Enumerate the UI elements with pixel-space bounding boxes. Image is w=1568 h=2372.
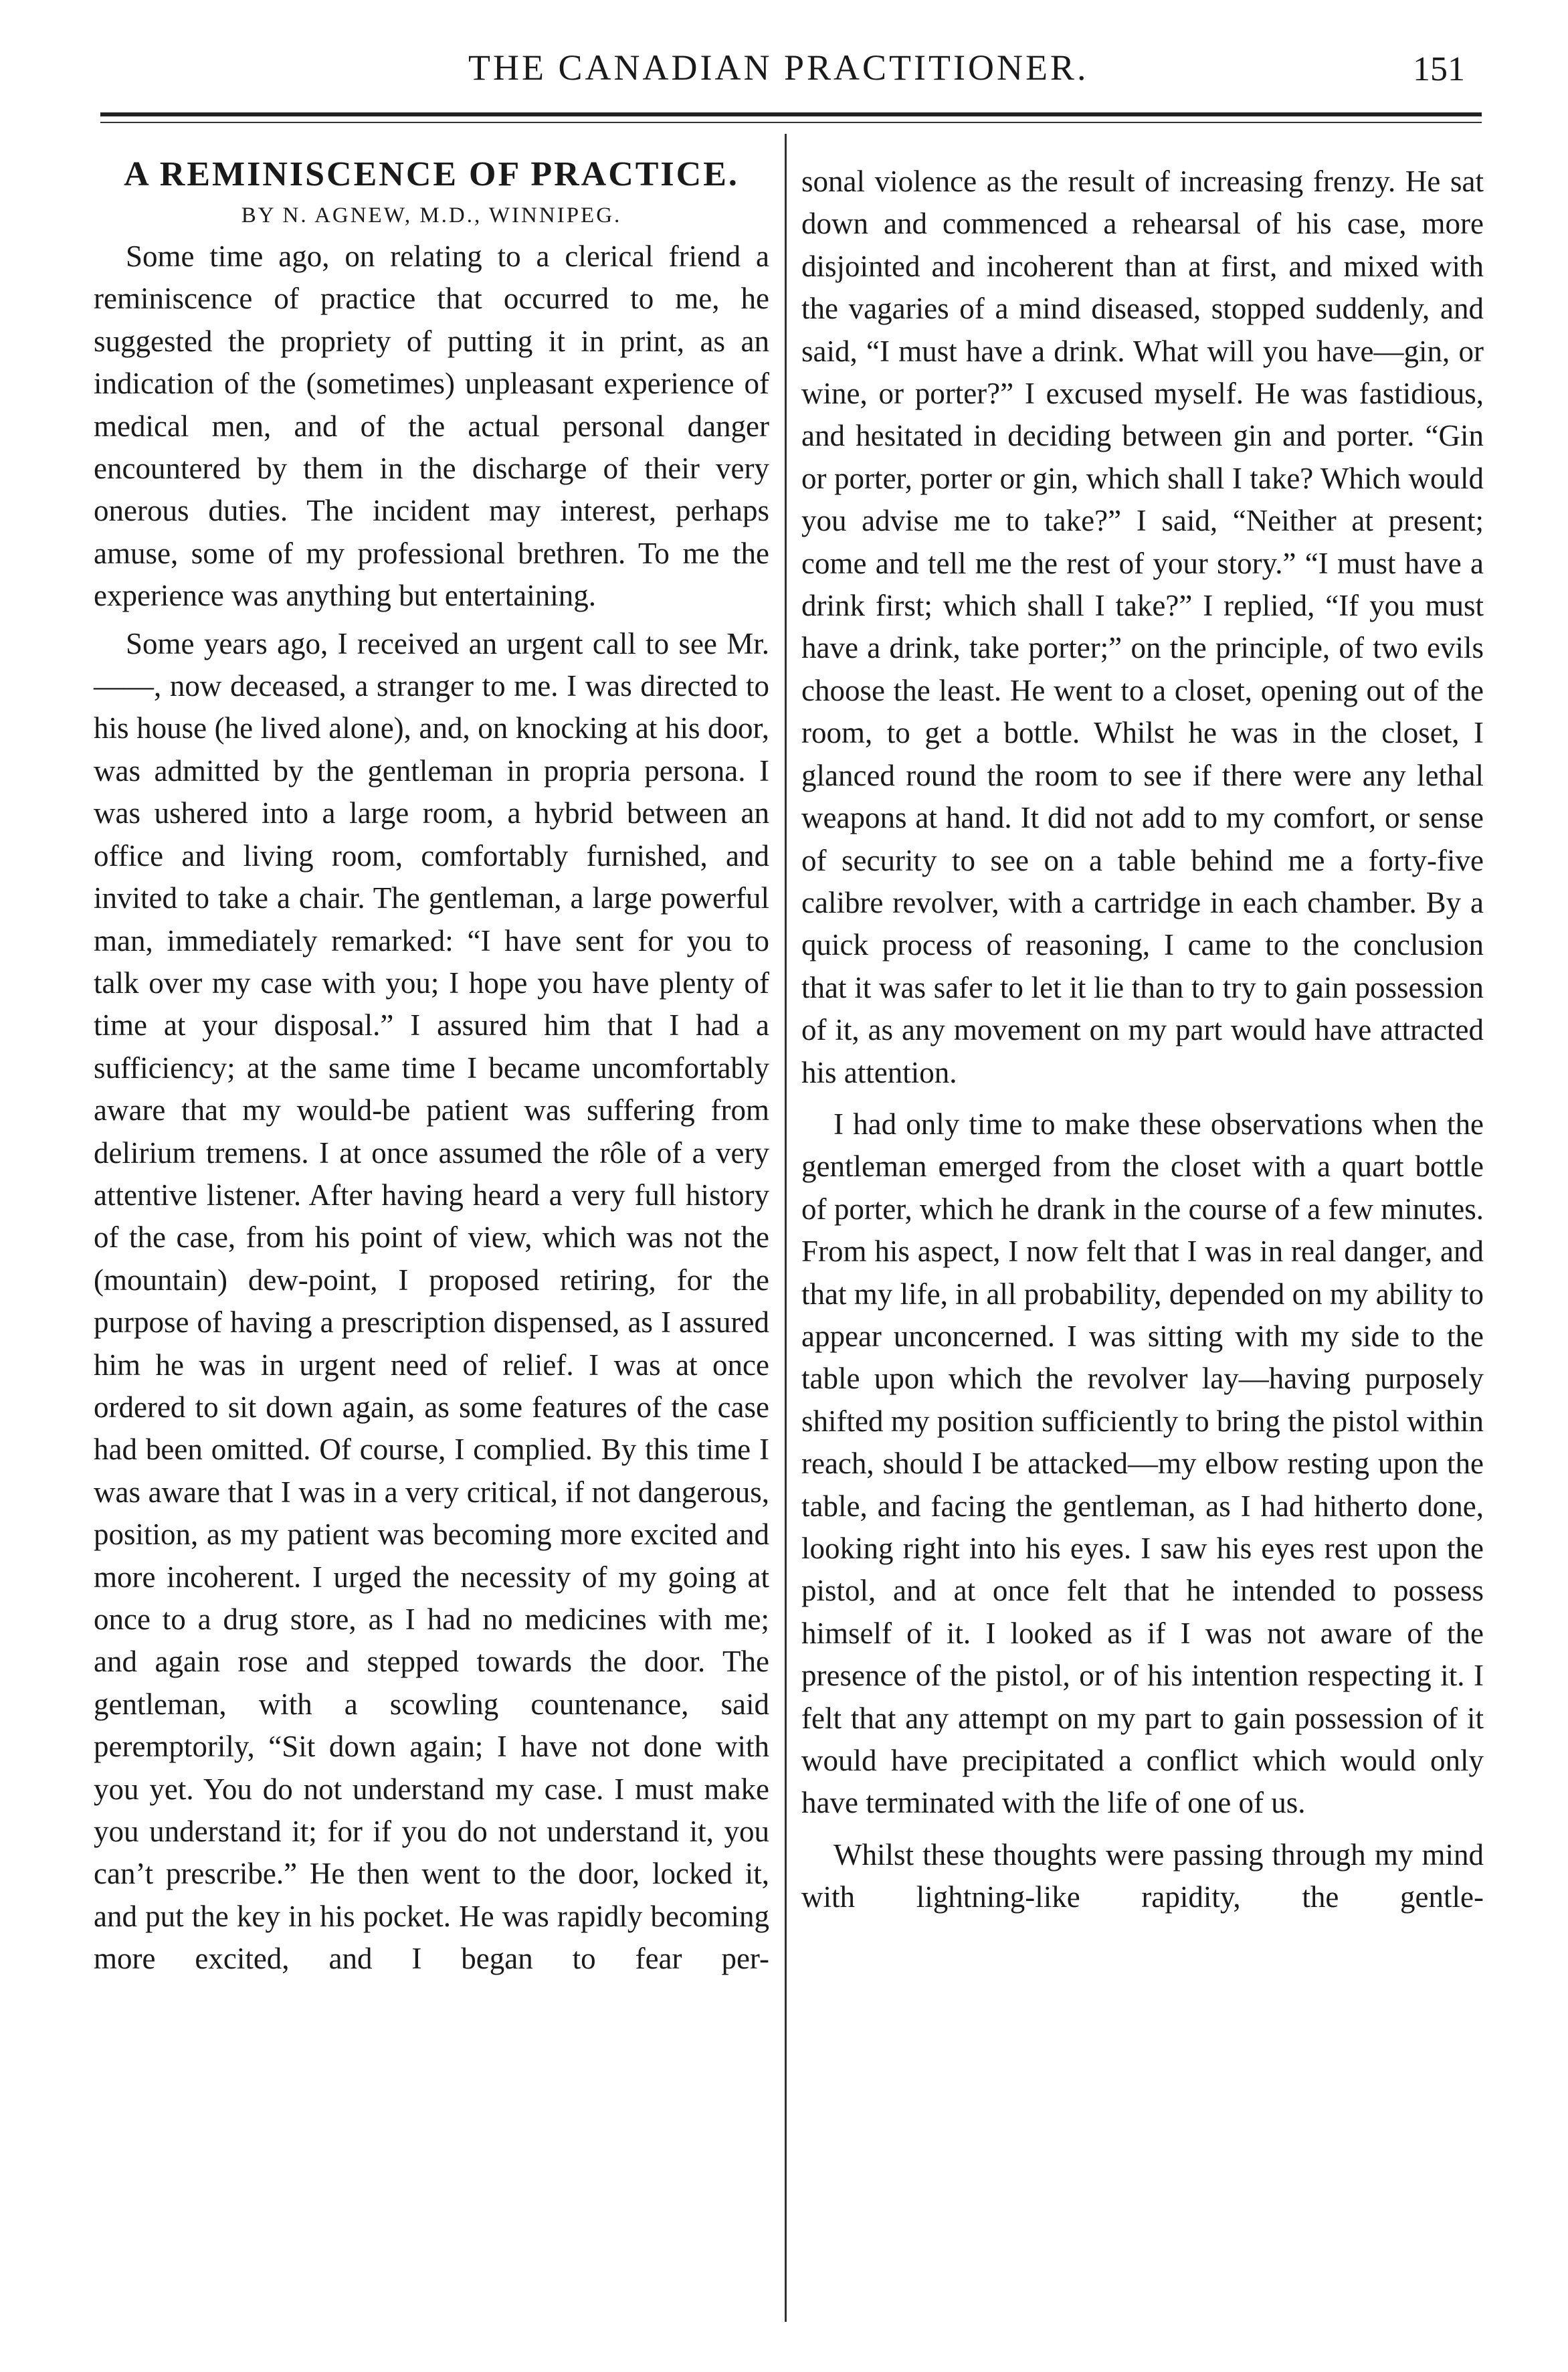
article-byline: BY N. AGNEW, M.D., WINNIPEG. [241,203,622,227]
journal-title: THE CANADIAN PRACTITIONER. [468,48,1089,88]
page-number: 151 [1413,50,1465,88]
column-divider [785,134,787,2322]
header-rule-thick [100,112,1482,116]
right-paragraph-3: Whilst these thoughts were passing through my mind with lightning-like rapidity, the gentle- [801,1837,1484,1914]
running-head [94,39,1492,106]
header-rule-thin [100,122,1482,123]
right-column [801,161,1484,1919]
right-paragraph-2: I had only time to make these observations when the gentleman emerged from the closet with a quart bottle of porter, which he drank in the course of a few minutes. From his aspect, I now felt that I was in real danger, and that my life, in all probability, depended on my ability to appear unconcerned. I was sitting with my side to the table upon which the revolver lay—having purposely shifted my position sufficiently to bring the pistol within reach, should I be attacked—my elbow resting upon the table, and facing the gentleman, as I had hitherto done, looking right into his eyes. I saw his eyes rest upon the pistol, and at once felt that he intended to possess himself of it. I looked as if I was not aware of the presence of the pistol, or of his intention respecting it. I felt that any attempt on my part to gain possession of it would have precipitated a conflict which would only have terminated with the life of one of us. [801,1107,1484,1820]
left-column [94,153,769,1981]
right-paragraph-1: sonal violence as the result of increasing frenzy. He sat down and commenced a rehearsal of his case, more disjointed and incoherent than at first, and mixed with the vagaries of a mind diseased, stopped suddenly, and said, “I must have a drink. What will you have—gin, or wine, or porter?” I excused myself. He was fastidious, and hesitated in deciding between gin and porter. “Gin or porter, porter or gin, which shall I take? Which would you advise me to take?” I said, “Neither at present; come and tell me the rest of your story.” “I must have a drink first; which shall I take?” I replied, “If you must have a drink, take porter;” on the principle, of two evils choose the least. He went to a closet, opening out of the room, to get a bottle. Whilst he was in the closet, I glanced round the room to see if there were any lethal weapons at hand. It did not add to my comfort, or sense of security to see on a table behind me a forty-five calibre revolver, with a cartridge in each chamber. By a quick process of reasoning, I came to the conclusion that it was safer to let it lie than to try to gain possession of it, as any movement on my part would have attracted his attention. [801,165,1484,1089]
left-paragraph-1: Some time ago, on relating to a clerical friend a reminiscence of practice that occurred to me, he suggested the propriety of putting it in print, as an indication of the (sometimes) unpleasant experience of medical men, and of the actual personal danger encountered by them in the discharge of their very onerous duties. The incident may interest, perhaps amuse, some of my professional brethren. To me the experience was anything but entertaining. [94,240,769,613]
article-title: A REMINISCENCE OF PRACTICE. [124,155,739,193]
left-paragraph-2: Some years ago, I received an urgent call to see Mr. ——, now deceased, a stranger to me. I was directed to his house (he lived alone), and, on knocking at his door, was admitted by the gentleman in propria persona. I was ushered into a large room, a hybrid between an office and living room, comfortably furnished, and invited to take a chair. The gentleman, a large powerful man, immediately remarked: “I have sent for you to talk over my case with you; I hope you have plenty of time at your disposal.” I assured him that I had a sufficiency; at the same time I became uncomfortably aware that my would-be patient was suffering from delirium tremens. I at once assumed the rôle of a very attentive listener. After having heard a very full history of the case, from his point of view, which was not the (mountain) dew-point, I proposed retiring, for the purpose of having a prescription dispensed, as I assured him he was in urgent need of relief. I was at once ordered to sit down again, as some features of the case had been omitted. Of course, I complied. By this time I was aware that I was in a very critical, if not dangerous, position, as my patient was becoming more excited and more incoherent. I urged the necessity of my going at once to a drug store, as I had no medicines with me; and again rose and stepped towards the door. The gentleman, with a scowling countenance, said peremptorily, “Sit down again; I have not done with you yet. You do not understand my case. I must make you understand it; for if you do not understand it, you can’t prescribe.” He then went to the door, locked it, and put the key in his pocket. He was rapidly becoming more excited, and I began to fear per- [94,626,769,1976]
